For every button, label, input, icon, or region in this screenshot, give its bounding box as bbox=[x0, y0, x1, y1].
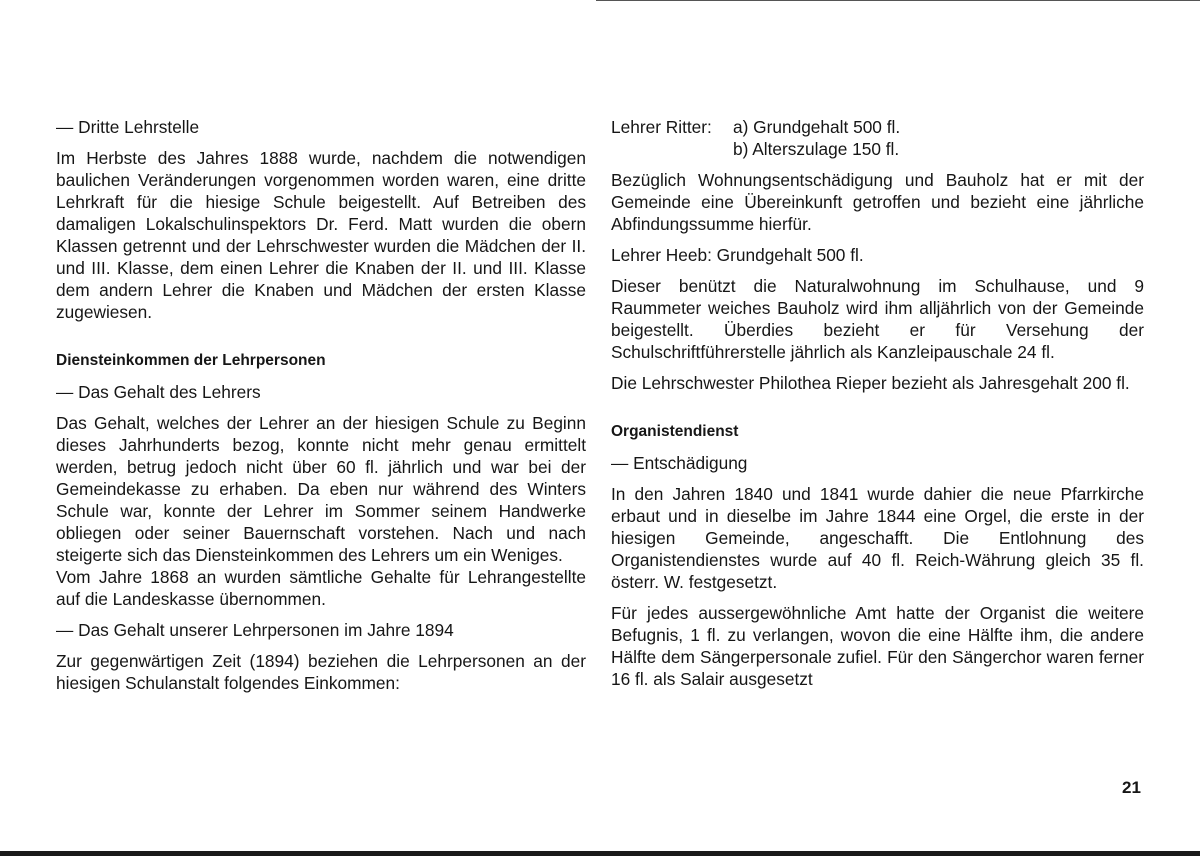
paragraph-landeskasse: Vom Jahre 1868 an wurden sämtliche Gehalte für Lehrangestellte auf die Landeskasse übernommen. bbox=[56, 567, 586, 609]
salary-ritter-label: Lehrer Ritter: bbox=[611, 117, 712, 137]
salary-heeb: Lehrer Heeb: Grundgehalt 500 fl. bbox=[611, 245, 864, 265]
subheading-gehalt-1894: — Das Gehalt unserer Lehrpersonen im Jahre 1894 bbox=[56, 620, 454, 640]
paragraph-dritte-lehrstelle: Im Herbste des Jahres 1888 wurde, nachdem die notwendigen baulichen Veränderungen vorgenommen worden waren, eine dritte Lehrkraft für die hiesige Schule beigestellt. Auf Betreiben des damaligen Lokalschulinspektors Dr. Ferd. Matt wurden die obern Klassen getrennt und der Lehrschwester wurden die Mädchen der II. und III. Klasse, dem einen Lehrer die Knaben der II. und III. Klasse dem andern Lehrer die Knaben und Mädchen der ersten Klasse zugewiesen. bbox=[56, 148, 586, 322]
paragraph-pfarrkirche: In den Jahren 1840 und 1841 wurde dahier die neue Pfarrkirche erbaut und in dieselbe im Jahre 1844 eine Orgel, die erste in der hiesigen Gemeinde, angeschafft. Die Entlohnung des Organistendienstes wurde auf 40 fl. Reich-Währung gleich 35 fl. österr. W. festgesetzt. bbox=[611, 484, 1144, 592]
subheading-gehalt-lehrers: — Das Gehalt des Lehrers bbox=[56, 382, 261, 402]
heading-organistendienst: Organistendienst bbox=[611, 423, 739, 440]
subheading-entschaedigung: — Entschädigung bbox=[611, 453, 748, 473]
left-column bbox=[56, 116, 586, 703]
paragraph-organist-befugnis: Für jedes aussergewöhnliche Amt hatte der Organist die weitere Befugnis, 1 fl. zu verlangen, wovon die eine Hälfte ihm, die andere Hälfte dem Sängerpersonale zufiel. Für den Sängerchor waren ferner 16 fl. als Salair ausgesetzt bbox=[611, 603, 1144, 689]
paragraph-wohnungsentschaedigung: Bezüglich Wohnungsentschädigung und Bauholz hat er mit der Gemeinde eine Übereinkunft getroffen und bezieht eine jährliche Abfindungssumme hierfür. bbox=[611, 170, 1144, 234]
paragraph-naturalwohnung: Dieser benützt die Naturalwohnung im Schulhause, und 9 Raummeter weiches Bauholz wird ihm alljährlich von der Gemeinde beigestellt. Überdies bezieht er für Versehung der Schulschriftführerstelle jährlich als Kanzleipauschale 24 fl. bbox=[611, 276, 1144, 362]
top-rule bbox=[596, 0, 1200, 1]
heading-diensteinkommen: Diensteinkommen der Lehrpersonen bbox=[56, 352, 326, 369]
subheading-dritte-lehrstelle: — Dritte Lehrstelle bbox=[56, 117, 200, 137]
salary-ritter-grundgehalt: a) Grundgehalt 500 fl. bbox=[733, 117, 901, 137]
paragraph-gehalt-lehrers: Das Gehalt, welches der Lehrer an der hiesigen Schule zu Beginn dieses Jahrhunderts bezog, konnte nicht mehr genau ermittelt werden, betrug jedoch nicht über 60 fl. jährlich und war bei der Gemeindekasse zu erhaben. Da eben nur während des Winters Schule war, konnte der Lehrer im Sommer seinem Handwerke obliegen oder seiner Bauernschaft vorstehen. Nach und nach steigerte sich das Diensteinkommen des Lehrers um ein Weniges. bbox=[56, 413, 586, 565]
bottom-rule bbox=[0, 851, 1200, 856]
paragraph-lehrschwester: Die Lehrschwester Philothea Rieper bezieht als Jahresgehalt 200 fl. bbox=[611, 373, 1130, 393]
right-column bbox=[611, 116, 1144, 699]
salary-ritter-alterszulage: b) Alterszulage 150 fl. bbox=[733, 139, 900, 159]
paragraph-einkommen-1894: Zur gegenwärtigen Zeit (1894) beziehen die Lehrpersonen an der hiesigen Schulanstalt folgendes Einkommen: bbox=[56, 651, 586, 693]
page-number: 21 bbox=[1122, 778, 1141, 797]
salary-ritter bbox=[611, 116, 1144, 160]
